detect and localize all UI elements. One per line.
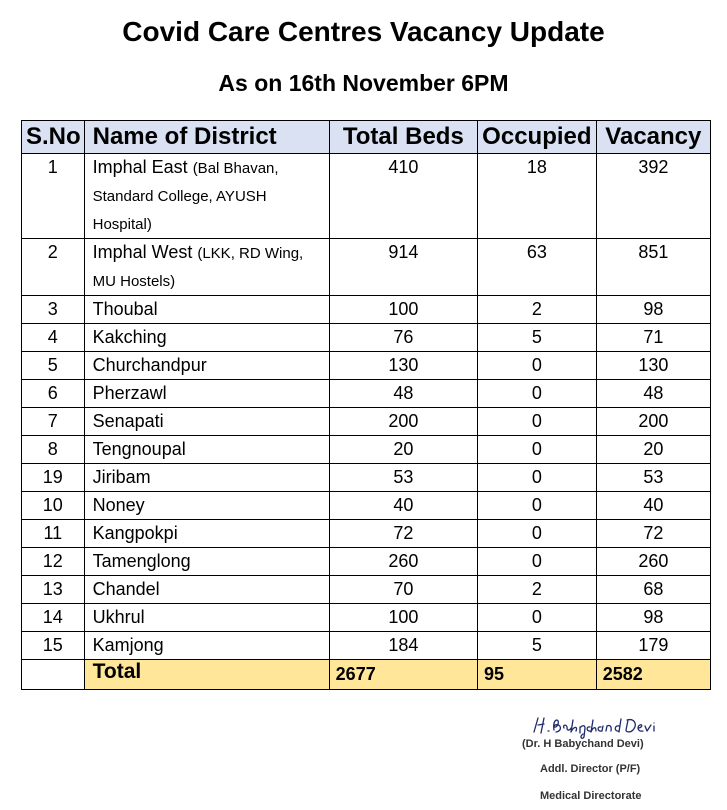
- vacancy-cell: 130: [596, 352, 710, 380]
- district-cell: [84, 520, 329, 548]
- district-name: Imphal West: [92, 242, 193, 262]
- table-row: [22, 548, 711, 576]
- district-name: Chandel: [92, 579, 160, 599]
- signatory-department: Medical Directorate: [540, 790, 642, 802]
- sno-cell: 4: [22, 324, 85, 352]
- vacancy-cell: 179: [596, 632, 710, 660]
- sno-cell: 11: [22, 520, 85, 548]
- vacancy-cell: 98: [596, 296, 710, 324]
- sno-cell: 1: [22, 154, 85, 239]
- district-cell: [84, 548, 329, 576]
- table-row: [22, 436, 711, 464]
- sno-cell: 2: [22, 239, 85, 296]
- district-name: Tengnoupal: [92, 439, 186, 459]
- occupied-cell: 0: [478, 548, 597, 576]
- vacancy-table: [21, 120, 711, 690]
- table-row: [22, 154, 711, 239]
- occupied-cell: 5: [478, 632, 597, 660]
- total-beds-cell: 200: [329, 408, 477, 436]
- sno-cell: 3: [22, 296, 85, 324]
- sno-cell: 10: [22, 492, 85, 520]
- table-row: [22, 324, 711, 352]
- table-row: [22, 576, 711, 604]
- district-cell: [84, 492, 329, 520]
- occupied-cell: 0: [478, 464, 597, 492]
- table-row: [22, 604, 711, 632]
- district-cell: [84, 324, 329, 352]
- table-row: [22, 239, 711, 296]
- district-name: Kakching: [92, 327, 167, 347]
- vacancy-cell: 260: [596, 548, 710, 576]
- total-occupied-value: 95: [478, 660, 597, 690]
- vacancy-cell: 98: [596, 604, 710, 632]
- total-label: Total: [84, 660, 329, 690]
- vacancy-cell: 72: [596, 520, 710, 548]
- occupied-cell: 18: [478, 154, 597, 239]
- vacancy-cell: 20: [596, 436, 710, 464]
- district-cell: [84, 154, 329, 239]
- sno-cell: 5: [22, 352, 85, 380]
- vacancy-cell: 48: [596, 380, 710, 408]
- vacancy-cell: 40: [596, 492, 710, 520]
- table-row: [22, 408, 711, 436]
- sno-cell: 19: [22, 464, 85, 492]
- total-sno-cell: [22, 660, 85, 690]
- vacancy-cell: 53: [596, 464, 710, 492]
- sno-cell: 13: [22, 576, 85, 604]
- total-beds-cell: 70: [329, 576, 477, 604]
- district-facilities-note: (Bal Bhavan, Standard College, AYUSH Hospital): [92, 160, 279, 233]
- district-facilities-note: (LKK, RD Wing, MU Hostels): [92, 245, 304, 290]
- table-header-row: [22, 121, 711, 154]
- district-name: Imphal East: [92, 157, 188, 177]
- sno-cell: 6: [22, 380, 85, 408]
- district-cell: [84, 352, 329, 380]
- vacancy-cell: 851: [596, 239, 710, 296]
- sno-cell: 7: [22, 408, 85, 436]
- total-vacancy-value: 2582: [596, 660, 710, 690]
- district-cell: [84, 239, 329, 296]
- signatory-name: (Dr. H Babychand Devi): [522, 738, 644, 750]
- total-beds-value: 2677: [329, 660, 477, 690]
- total-beds-cell: 130: [329, 352, 477, 380]
- district-name: Jiribam: [92, 467, 151, 487]
- table-row: [22, 352, 711, 380]
- occupied-cell: 0: [478, 520, 597, 548]
- vacancy-cell: 71: [596, 324, 710, 352]
- column-header-vacancy: Vacancy: [596, 121, 710, 154]
- total-beds-cell: 48: [329, 380, 477, 408]
- total-beds-cell: 53: [329, 464, 477, 492]
- column-header-sno: S.No: [22, 121, 85, 154]
- sno-cell: 8: [22, 436, 85, 464]
- table-row: [22, 492, 711, 520]
- total-beds-cell: 20: [329, 436, 477, 464]
- occupied-cell: 63: [478, 239, 597, 296]
- occupied-cell: 0: [478, 604, 597, 632]
- occupied-cell: 0: [478, 380, 597, 408]
- table-row: [22, 380, 711, 408]
- district-cell: [84, 380, 329, 408]
- handwritten-signature: [530, 714, 680, 740]
- column-header-total-beds: Total Beds: [329, 121, 477, 154]
- table-row: [22, 296, 711, 324]
- total-row: [22, 660, 711, 690]
- district-cell: [84, 436, 329, 464]
- vacancy-cell: 392: [596, 154, 710, 239]
- page-subtitle: As on 16th November 6PM: [218, 70, 509, 96]
- district-name: Ukhrul: [92, 607, 145, 627]
- district-name: Pherzawl: [92, 383, 167, 403]
- signature-block: [500, 712, 690, 807]
- page-title: Covid Care Centres Vacancy Update: [122, 16, 605, 47]
- district-cell: [84, 604, 329, 632]
- total-beds-cell: 914: [329, 239, 477, 296]
- occupied-cell: 2: [478, 576, 597, 604]
- occupied-cell: 2: [478, 296, 597, 324]
- total-beds-cell: 100: [329, 604, 477, 632]
- district-name: Tamenglong: [92, 551, 191, 571]
- district-cell: [84, 296, 329, 324]
- column-header-district: Name of District: [84, 121, 329, 154]
- total-beds-cell: 76: [329, 324, 477, 352]
- sno-cell: 12: [22, 548, 85, 576]
- table-row: [22, 520, 711, 548]
- district-name: Churchandpur: [92, 355, 207, 375]
- sno-cell: 15: [22, 632, 85, 660]
- district-cell: [84, 464, 329, 492]
- district-name: Thoubal: [92, 299, 158, 319]
- district-name: Noney: [92, 495, 145, 515]
- occupied-cell: 0: [478, 408, 597, 436]
- occupied-cell: 0: [478, 352, 597, 380]
- district-name: Kamjong: [92, 635, 164, 655]
- table-row: [22, 464, 711, 492]
- total-beds-cell: 260: [329, 548, 477, 576]
- district-name: Kangpokpi: [92, 523, 178, 543]
- district-name: Senapati: [92, 411, 164, 431]
- signatory-designation: Addl. Director (P/F): [540, 763, 641, 775]
- occupied-cell: 0: [478, 436, 597, 464]
- total-beds-cell: 40: [329, 492, 477, 520]
- total-beds-cell: 72: [329, 520, 477, 548]
- table-row: [22, 632, 711, 660]
- total-beds-cell: 410: [329, 154, 477, 239]
- district-cell: [84, 576, 329, 604]
- vacancy-cell: 200: [596, 408, 710, 436]
- district-cell: [84, 632, 329, 660]
- occupied-cell: 5: [478, 324, 597, 352]
- column-header-occupied: Occupied: [478, 121, 597, 154]
- vacancy-cell: 68: [596, 576, 710, 604]
- sno-cell: 14: [22, 604, 85, 632]
- total-beds-cell: 184: [329, 632, 477, 660]
- total-beds-cell: 100: [329, 296, 477, 324]
- occupied-cell: 0: [478, 492, 597, 520]
- district-cell: [84, 408, 329, 436]
